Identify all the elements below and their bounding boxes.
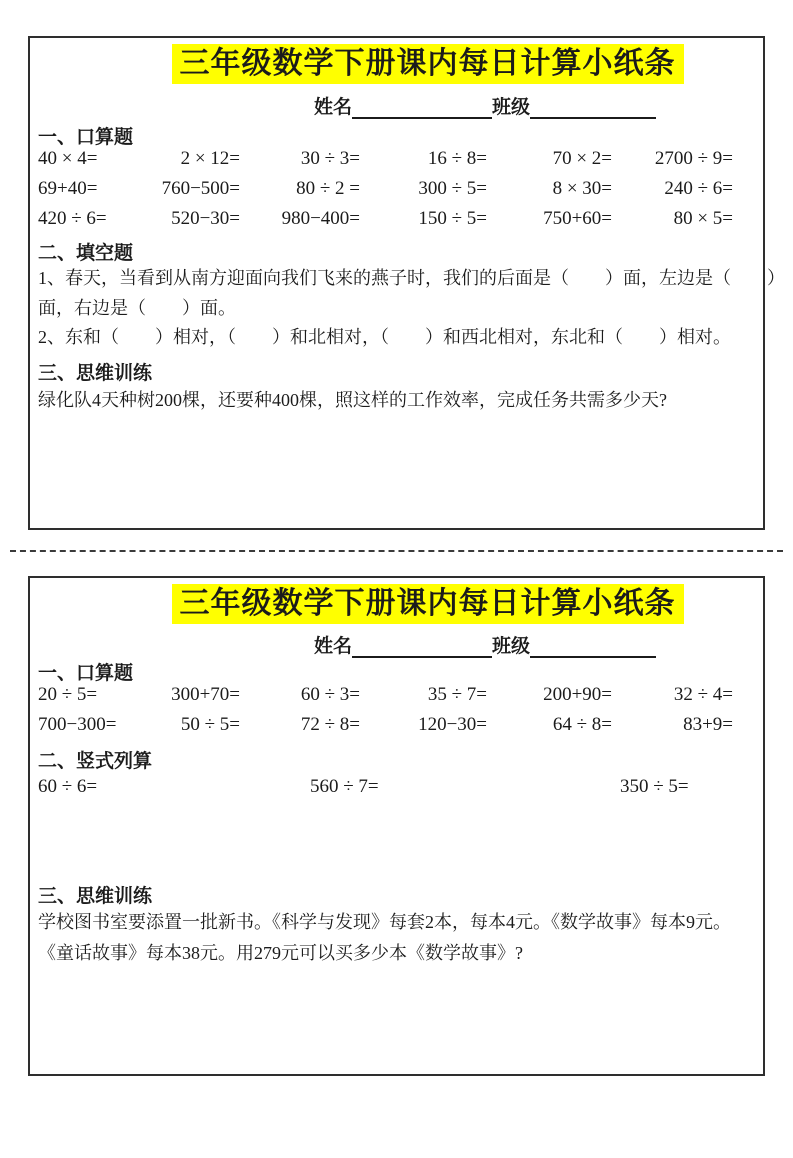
math-problem: 200+90= — [543, 684, 612, 705]
name-blank-line — [352, 98, 492, 119]
oral-problems-grid — [38, 684, 737, 744]
math-problem: 35 ÷ 7= — [427, 684, 487, 705]
cut-line — [10, 550, 783, 552]
worksheet-title: 三年级数学下册课内每日计算小纸条 — [172, 44, 684, 84]
class-blank-line — [530, 637, 656, 658]
worksheet-card-2 — [28, 576, 765, 1076]
worksheet-card-1 — [28, 36, 785, 530]
name-class-line — [314, 631, 656, 658]
math-problem: 560 ÷ 7= — [310, 776, 379, 797]
name-blank-line — [352, 637, 492, 658]
math-problem: 20 ÷ 5= — [38, 684, 98, 705]
math-problem: 700−300= — [38, 714, 117, 735]
fill-question-line: 1、春天，当看到从南方迎面向我们飞来的燕子时，我们的后面是（ ）面，左边是（ ） — [38, 268, 785, 288]
name-class-line — [314, 92, 656, 119]
thinking-question-line: 《童话故事》每本38元。用279元可以买多少本《数学故事》? — [38, 943, 523, 963]
class-label: 班级 — [492, 97, 531, 118]
thinking-question-line: 学校图书室要添置一批新书。《科学与发现》每套2本，每本4元。《数学故事》每本9元。 — [38, 912, 731, 932]
math-problem: 760−500= — [161, 178, 240, 199]
math-problem: 2 × 12= — [180, 148, 240, 169]
math-problem: 60 ÷ 6= — [38, 776, 98, 797]
math-problem: 72 ÷ 8= — [300, 714, 360, 735]
section-heading-vertical: 二、竖式列算 — [38, 751, 153, 772]
math-problem: 520−30= — [171, 208, 240, 229]
fill-question-line: 面，右边是（ ）面。 — [38, 298, 236, 318]
math-problem: 2700 ÷ 9= — [654, 148, 733, 169]
math-problem: 750+60= — [543, 208, 612, 229]
math-problem: 420 ÷ 6= — [38, 208, 107, 229]
class-label: 班级 — [492, 636, 531, 657]
math-problem: 50 ÷ 5= — [180, 714, 240, 735]
math-problem: 980−400= — [281, 208, 360, 229]
math-problem: 70 × 2= — [552, 148, 612, 169]
worksheet-title: 三年级数学下册课内每日计算小纸条 — [172, 584, 684, 624]
math-problem: 83+9= — [683, 714, 733, 735]
math-problem: 300 ÷ 5= — [418, 178, 487, 199]
math-problem: 40 × 4= — [38, 148, 98, 169]
section-heading-oral: 一、口算题 — [38, 663, 134, 684]
math-problem: 30 ÷ 3= — [300, 148, 360, 169]
math-problem: 64 ÷ 8= — [552, 714, 612, 735]
math-problem: 16 ÷ 8= — [427, 148, 487, 169]
section-heading-thinking: 三、思维训练 — [38, 886, 153, 907]
math-problem: 150 ÷ 5= — [418, 208, 487, 229]
math-problem: 350 ÷ 5= — [620, 776, 689, 797]
math-problem: 32 ÷ 4= — [673, 684, 733, 705]
math-problem: 300+70= — [171, 684, 240, 705]
thinking-question-line: 绿化队4天种树200棵，还要种400棵，照这样的工作效率，完成任务共需多少天? — [38, 390, 667, 410]
section-heading-thinking: 三、思维训练 — [38, 363, 153, 384]
section-heading-oral: 一、口算题 — [38, 127, 134, 148]
math-problem: 80 ÷ 2 = — [296, 178, 360, 199]
math-problem: 80 × 5= — [673, 208, 733, 229]
fill-question-line: 2、东和（ ）相对，（ ）和北相对，（ ）和西北相对，东北和（ ）相对。 — [38, 327, 731, 347]
math-problem: 120−30= — [418, 714, 487, 735]
name-label: 姓名 — [314, 636, 353, 657]
math-problem: 240 ÷ 6= — [664, 178, 733, 199]
worksheet-page — [0, 36, 793, 1076]
oral-problems-grid — [38, 148, 737, 238]
name-label: 姓名 — [314, 97, 353, 118]
math-problem: 69+40= — [38, 178, 98, 199]
section-heading-fill: 二、填空题 — [38, 243, 134, 264]
vertical-problems-row — [38, 776, 737, 804]
title-row — [30, 584, 763, 624]
math-problem: 8 × 30= — [552, 178, 612, 199]
title-row — [30, 44, 763, 84]
class-blank-line — [530, 98, 656, 119]
math-problem: 60 ÷ 3= — [300, 684, 360, 705]
